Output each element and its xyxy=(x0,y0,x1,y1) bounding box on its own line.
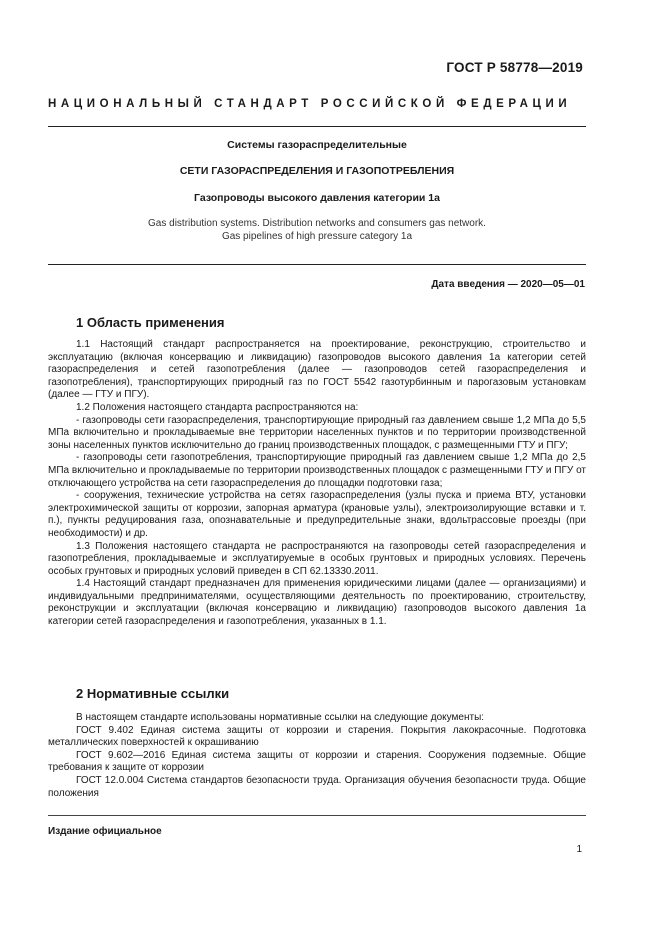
middle-divider xyxy=(48,264,586,265)
section-1-heading: 1 Область применения xyxy=(76,315,225,330)
english-title-line-1: Gas distribution systems. Distribution networks and consumers gas network. xyxy=(148,218,486,229)
list-item-structures: - сооружения, технические устройства на сетях газораспределения (узлы пуска и приема ВТУ, установки электрохимической защиты от коррозии, запорная арматура (крановые узлы), электроизолирующие вставки и т. п.), пункты редуцирования газа, опознавательные и предупредительные знаки, вдольтрассовые проезды (при необходимости) и др. xyxy=(48,490,586,539)
section-1-body xyxy=(48,339,586,629)
standard-number: ГОСТ Р 58778—2019 xyxy=(446,60,583,75)
list-item-consumption: - газопроводы сети газопотребления, транспортирующие природный газ давлением свыше 1,2 МПа до 2,5 МПа включительно и прокладываемые по территории производственных площадок с размещенными ГТУ и ПГУ от отключающего устройства на сети газораспределения до площадки подготовки газа; xyxy=(48,452,586,489)
title-line-2: СЕТИ ГАЗОРАСПРЕДЕЛЕНИЯ И ГАЗОПОТРЕБЛЕНИЯ xyxy=(179,165,455,177)
section-2-heading: 2 Нормативные ссылки xyxy=(76,686,230,701)
english-title-line-2: Gas pipelines of high pressure category 1a xyxy=(221,231,413,242)
paragraph-1-4: 1.4 Настоящий стандарт предназначен для применения юридическими лицами (далее — организациями) и индивидуальными предпринимателями, осуществляющими деятельность по проектированию, строительству, реконструкции и эксплуатации (включая консервацию и ликвидацию) газопроводов высокого давления 1а категории сетей газораспределения и газопотребления, указанных в 1.1. xyxy=(48,578,586,628)
footer-divider xyxy=(48,815,586,816)
national-standard-banner: НАЦИОНАЛЬНЫЙ СТАНДАРТ РОССИЙСКОЙ ФЕДЕРАЦИИ xyxy=(48,98,572,110)
official-edition-label: Издание официальное xyxy=(48,826,162,837)
top-divider xyxy=(48,126,586,127)
references-intro: В настоящем стандарте использованы нормативные ссылки на следующие документы: xyxy=(76,712,485,723)
english-title xyxy=(48,217,586,243)
paragraph-1-2: 1.2 Положения настоящего стандарта распространяются на: xyxy=(76,401,359,413)
reference-gost-9-402: ГОСТ 9.402 Единая система защиты от коррозии и старения. Покрытия лакокрасочные. Подготовка металлических поверхностей к окрашиванию xyxy=(48,724,586,749)
paragraph-1-1: 1.1 Настоящий стандарт распространяется на проектирование, реконструкцию, строительство и эксплуатацию (включая консервацию и ликвидацию) газопроводов высокого давления 1а категории сетей газораспределения и сетей газопотребления (далее — газопроводов сетей газораспределения и газопотребления), транспортирующих природный газ по ГОСТ 5542 газотурбинным и парогазовым установкам (далее — ГТУ и ПГУ). xyxy=(48,339,586,401)
section-2-body xyxy=(48,712,586,800)
reference-gost-12-0-004: ГОСТ 12.0.004 Система стандартов безопасности труда. Организация обучения безопасности труда. Общие положения xyxy=(48,774,586,799)
list-item-distribution: - газопроводы сети газораспределения, транспортирующие природный газ давлением свыше 1,2 МПа до 5,5 МПа включительно и прокладываемые вне территории населенных пунктов и по территории производственной зоны населенных пунктов исключительно до границ производственных площадок, с размещенными ГТУ и ПГУ; xyxy=(48,414,586,451)
introduction-date: Дата введения — 2020—05—01 xyxy=(431,279,585,290)
title-line-3: Газопроводы высокого давления категории 1а xyxy=(194,192,440,204)
paragraph-1-3: 1.3 Положения настоящего стандарта не распространяются на газопроводы сетей газораспределения и газопотребления, прокладываемые и эксплуатируемые в особых грунтовых и природных условиях. Перечень особых грунтовых и природных условий приведен в СП 62.13330.2011. xyxy=(48,540,586,577)
reference-gost-9-602: ГОСТ 9.602—2016 Единая система защиты от коррозии и старения. Сооружения подземные. Общие требования к защите от коррозии xyxy=(48,749,586,774)
title-line-1: Системы газораспределительные xyxy=(227,139,407,151)
page-number: 1 xyxy=(576,844,582,855)
